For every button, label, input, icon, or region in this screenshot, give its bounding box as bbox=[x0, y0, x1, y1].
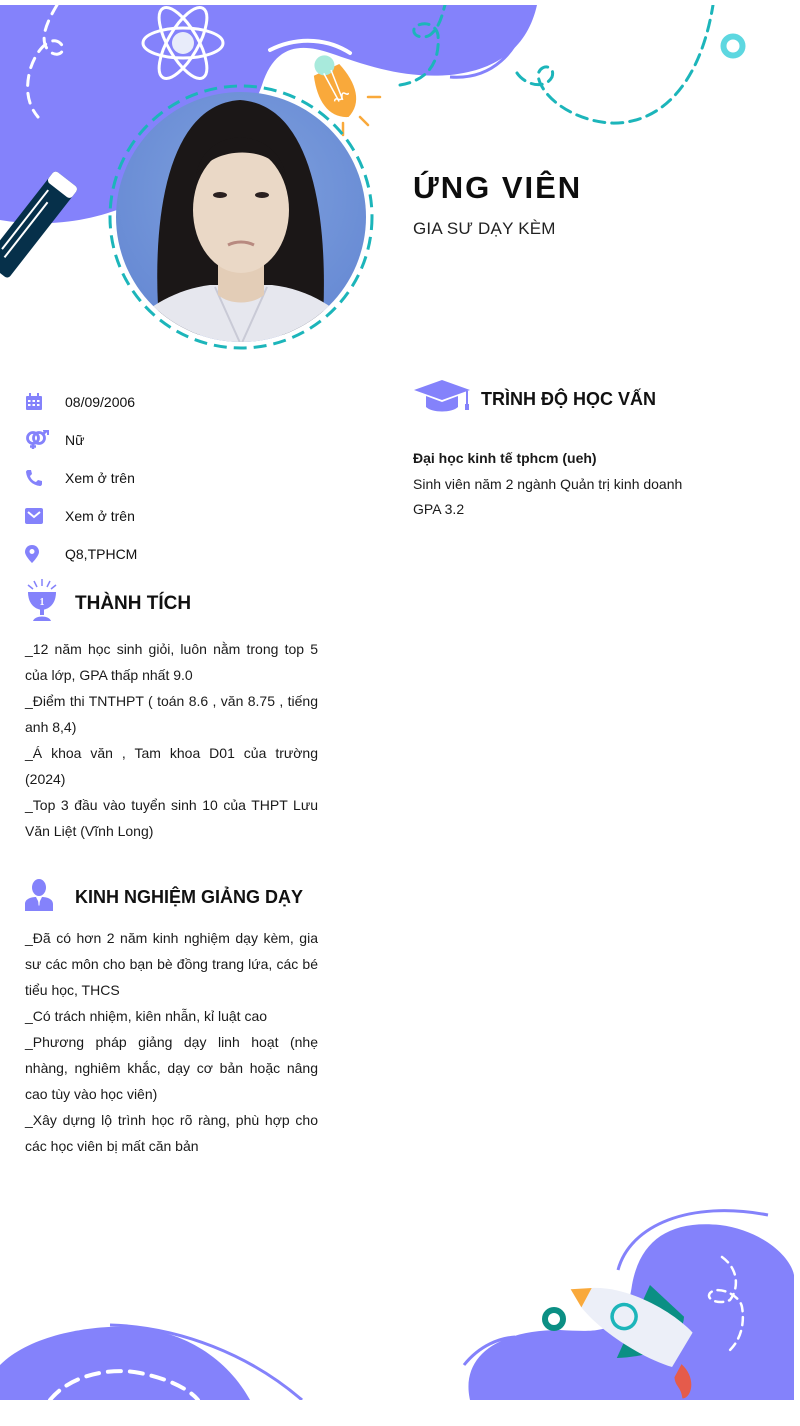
gender-icon bbox=[25, 430, 65, 450]
person-icon bbox=[25, 879, 75, 916]
phone: Xem ở trên bbox=[65, 470, 135, 486]
experience-title: KINH NGHIỆM GIẢNG DẠY bbox=[75, 887, 304, 907]
achievement-item: _Á khoa văn , Tam khoa D01 của trường (2024) bbox=[25, 745, 318, 787]
experience-header bbox=[25, 879, 303, 916]
experience-item: _Xây dựng lộ trình học rõ ràng, phù hợp cho các học viên bị mất căn bản bbox=[25, 1112, 318, 1154]
achievements-list bbox=[25, 636, 318, 844]
candidate-name: ỨNG VIÊN bbox=[413, 170, 583, 205]
trophy-icon bbox=[25, 579, 75, 628]
graduation-cap-icon bbox=[414, 380, 481, 419]
education-gpa: GPA 3.2 bbox=[413, 501, 465, 517]
contact-location bbox=[25, 535, 325, 573]
achievement-item: _12 năm học sinh giỏi, luôn nằm trong top 5 của lớp, GPA thấp nhất 9.0 bbox=[25, 641, 318, 683]
contact-gender bbox=[25, 421, 325, 459]
education-school: Đại học kinh tế tphcm (ueh) bbox=[413, 450, 597, 466]
contact-phone bbox=[25, 459, 325, 497]
education-body bbox=[413, 446, 753, 523]
footer-decoration bbox=[0, 1195, 794, 1400]
experience-list bbox=[25, 925, 318, 1159]
location-pin-icon bbox=[25, 545, 65, 563]
calendar-icon bbox=[25, 393, 65, 411]
contact-birthdate bbox=[25, 383, 325, 421]
achievement-item: _Top 3 đầu vào tuyển sinh 10 của THPT Lưu Văn Liệt (Vĩnh Long) bbox=[25, 797, 318, 839]
achievements-title: THÀNH TÍCH bbox=[75, 592, 192, 614]
gender: Nữ bbox=[65, 432, 85, 448]
email: Xem ở trên bbox=[65, 508, 135, 524]
cv-page bbox=[0, 5, 794, 1400]
achievement-item: _Điểm thi TNTHPT ( toán 8.6 , văn 8.75 , tiếng anh 8,4) bbox=[25, 693, 318, 735]
education-title: TRÌNH ĐỘ HỌC VẤN bbox=[481, 389, 656, 409]
achievements-header bbox=[25, 579, 191, 628]
location: Q8,TPHCM bbox=[65, 546, 138, 562]
experience-item: _Phương pháp giảng dạy linh hoạt (nhẹ nhàng, nghiêm khắc, dạy cơ bản hoặc nâng cao tùy vào học viên) bbox=[25, 1034, 318, 1102]
contact-list bbox=[25, 383, 325, 573]
email-icon bbox=[25, 508, 65, 524]
contact-email bbox=[25, 497, 325, 535]
birthdate: 08/09/2006 bbox=[65, 394, 136, 410]
svg-text:1: 1 bbox=[39, 597, 45, 608]
candidate-role: GIA SƯ DẠY KÈM bbox=[413, 219, 556, 238]
experience-item: _Đã có hơn 2 năm kinh nghiệm dạy kèm, gia sư các môn cho bạn bè đồng trang lứa, các bé tiểu học, THCS bbox=[25, 930, 318, 998]
education-header bbox=[414, 380, 656, 419]
phone-icon bbox=[25, 469, 65, 487]
header-decoration bbox=[0, 5, 794, 365]
experience-item: _Có trách nhiệm, kiên nhẫn, kỉ luật cao bbox=[25, 1008, 268, 1024]
education-line: Sinh viên năm 2 ngành Quản trị kinh doanh bbox=[413, 475, 683, 492]
